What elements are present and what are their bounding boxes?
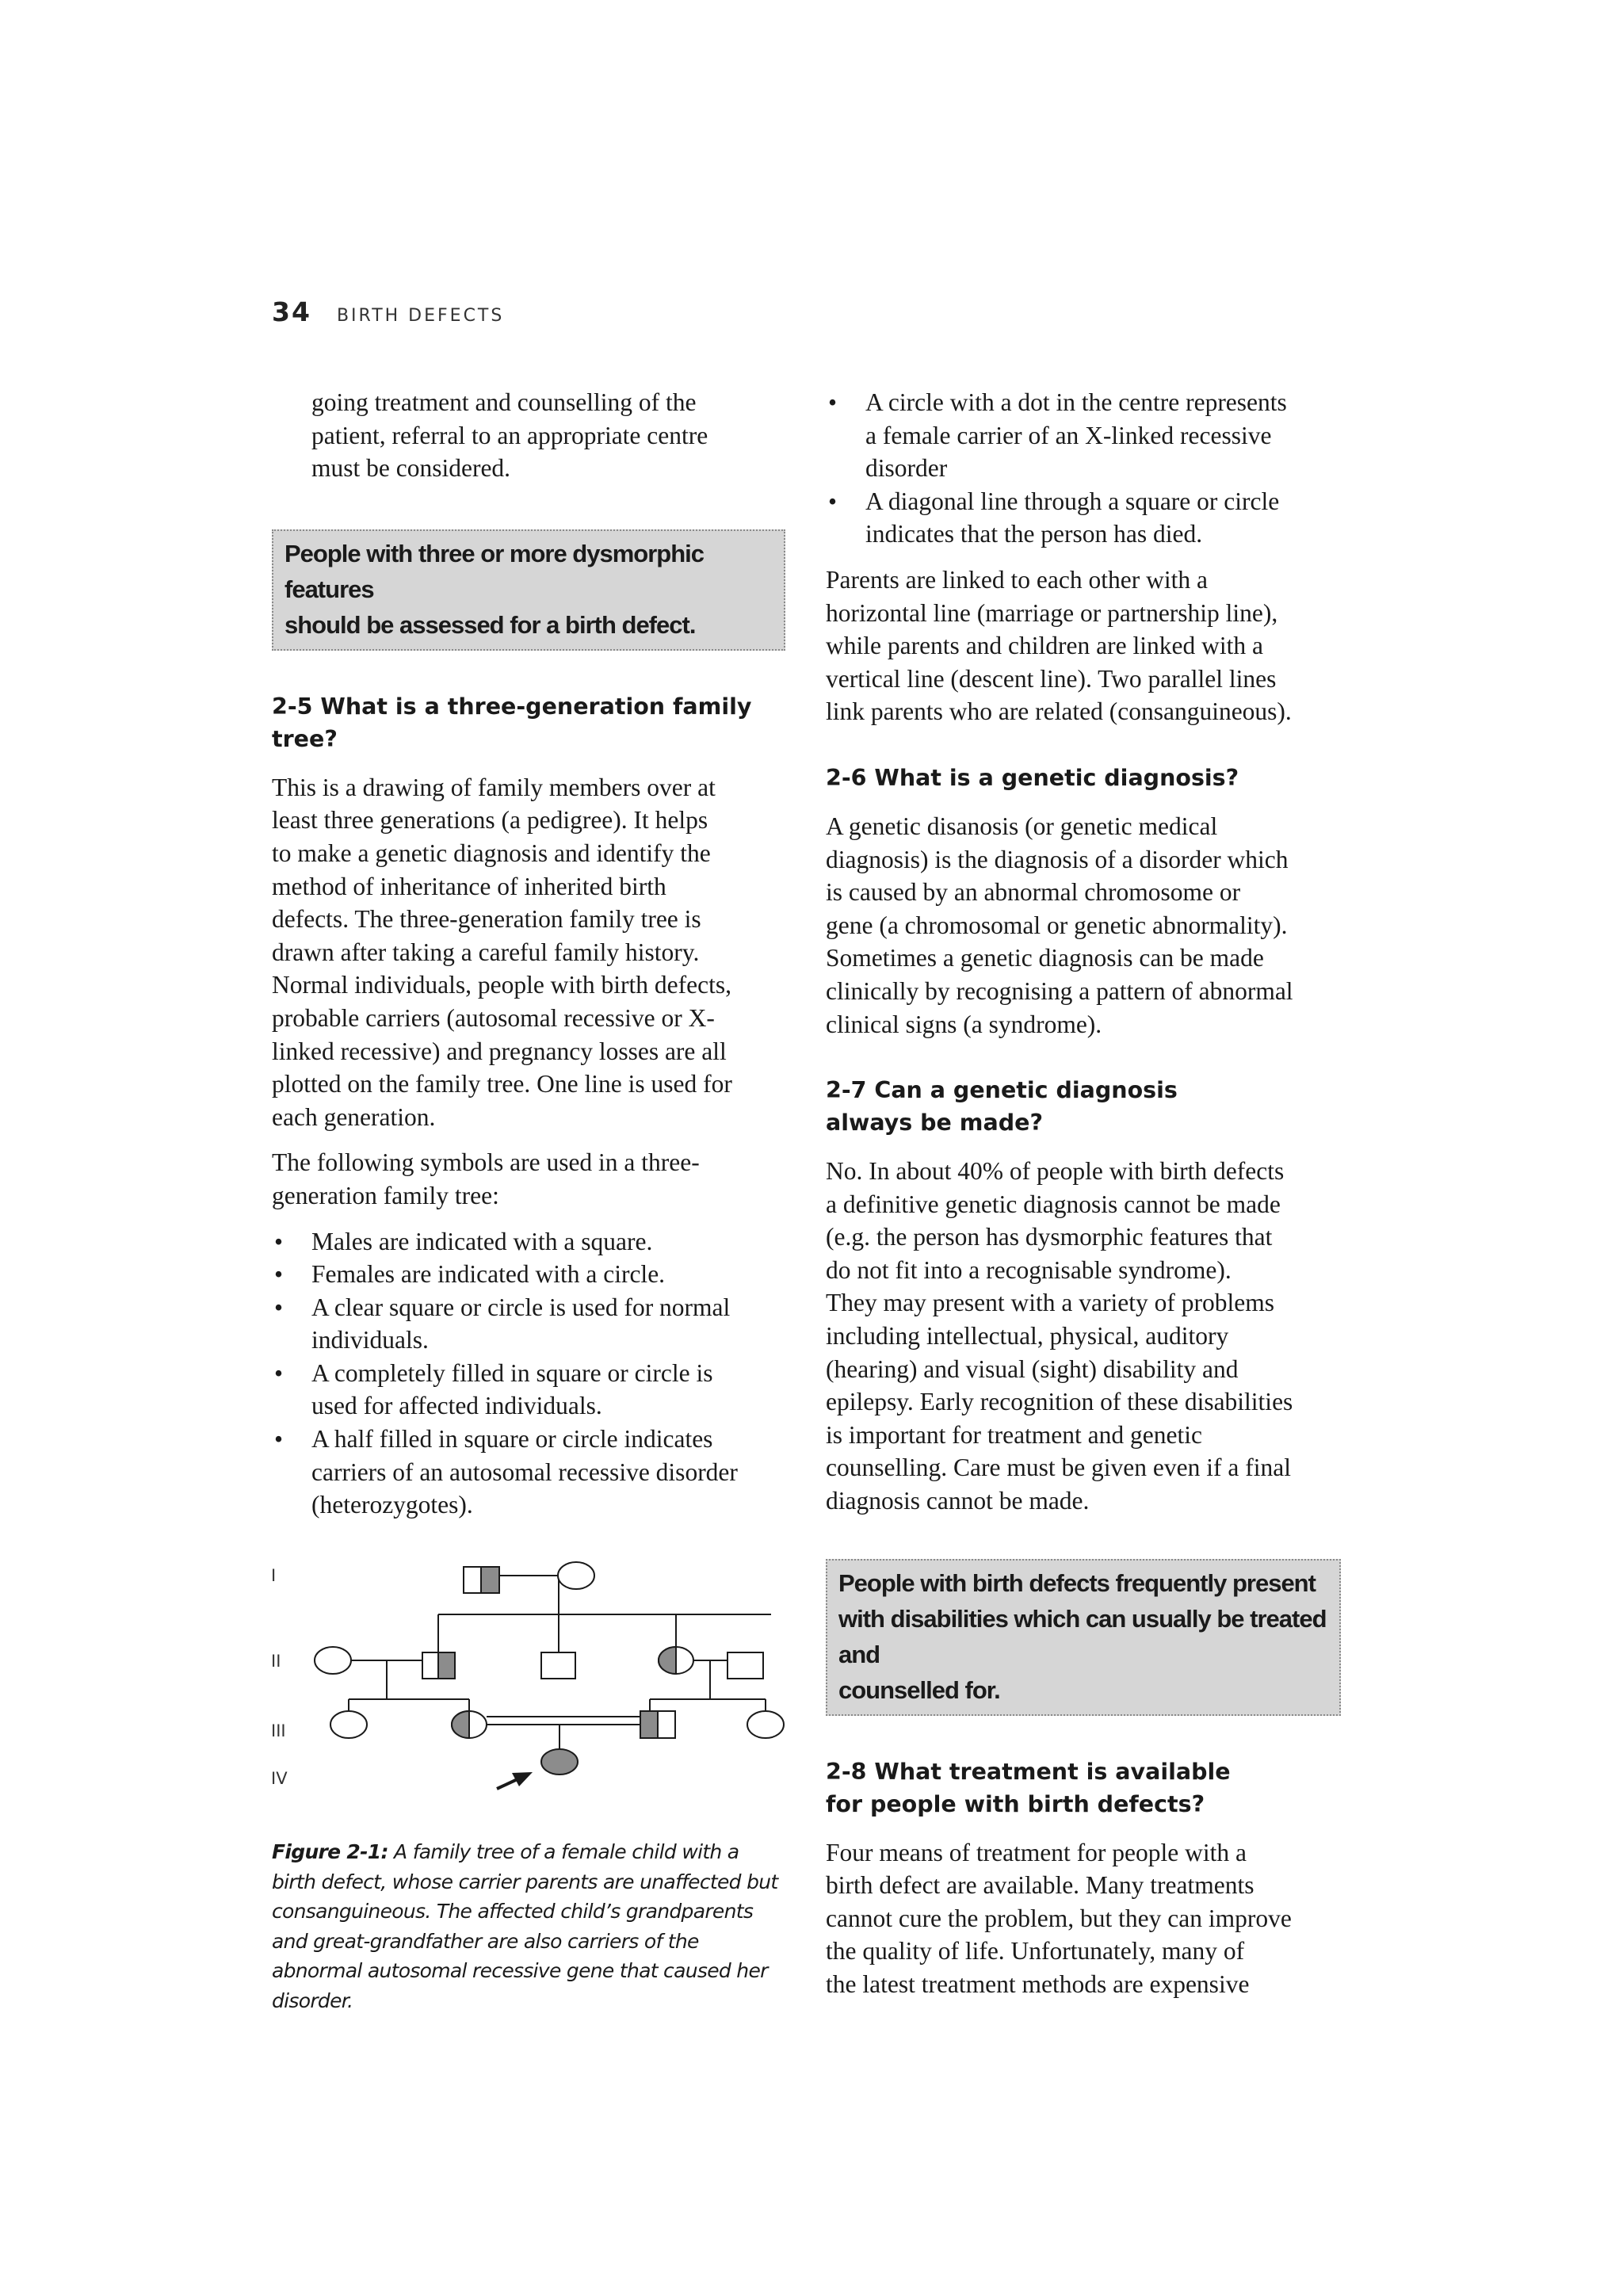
list-item: • Females are indicated with a circle. [272, 1258, 785, 1291]
heading-2-7: 2-7 Can a genetic diagnosis always be made? [826, 1077, 1178, 1137]
generation-labels [271, 1566, 288, 1788]
heading-2-6: 2-6 What is a genetic diagnosis? [826, 764, 1239, 791]
figure-caption-label: Figure 2-1: [272, 1840, 388, 1863]
list-item: • A half filled in square or circle indicates carriers of an autosomal recessive disorder (heterozygotes). [272, 1423, 785, 1522]
bullet-icon: • [274, 1227, 284, 1255]
paragraph-pedigree: This is a drawing of family members over at least three generations (a pedigree). It helps to make a genetic diagnosis and identify the method of inheritance of inherited birth defects. The three-generation family tree is drawn after taking a careful family history. Normal individuals, people with birth defects, probable carriers (autosomal recessive or X- linked recessive) and pregnancy losses are all plotted on the family tree. One line is used for each generation. [272, 773, 732, 1131]
list-item: • A diagonal line through a square or circle indicates that the person has died. [826, 485, 1341, 551]
callout-dysmorphic: People with three or more dysmorphic features should be assessed for a birth defect. [272, 529, 785, 651]
paragraph-diagnosis-availability: No. In about 40% of people with birth defects a definitive genetic diagnosis cannot be made (e.g. the person has dysmorphic features that do not fit into a recognisable syndrome). They may present with a variety of problems including intellectual, physical, auditory (hearing) and visual (sight) disability and epilepsy. Early recognition of these disabilities is important for treatment and genetic counselling. Care must be given even if a final diagnosis cannot be made. [826, 1157, 1293, 1515]
heading-2-8: 2-8 What treatment is available for people with birth defects? [826, 1758, 1231, 1817]
list-item: • A clear square or circle is used for normal individuals. [272, 1291, 785, 1357]
pedigree-female-carrier-iii2 [452, 1711, 487, 1738]
pedigree-male-ii5 [727, 1652, 763, 1679]
bullet-icon: • [274, 1425, 284, 1454]
left-column [272, 386, 785, 1522]
running-head: BIRTH DEFECTS [336, 306, 505, 326]
symbol-list [272, 1225, 785, 1522]
pedigree-female-ii1 [315, 1647, 351, 1674]
pedigree-female-iii4 [747, 1711, 784, 1738]
callout-disabilities: People with birth defects frequently present with disabilities which can usually be treated and counselled for. [826, 1559, 1341, 1716]
pedigree-figure [254, 1549, 808, 1811]
generation-label-iv: IV [271, 1769, 288, 1788]
page-header [272, 296, 504, 327]
bullet-icon: • [274, 1260, 284, 1289]
page-number: 34 [272, 296, 311, 327]
bullet-icon: • [828, 388, 838, 416]
heading-2-5: 2-5 What is a three-generation family tree? [272, 693, 752, 752]
pedigree-affected-female-iv1 [541, 1749, 578, 1775]
right-column [826, 386, 1341, 2001]
pedigree-male-carrier-ii2 [422, 1652, 455, 1679]
proband-arrow-icon [497, 1772, 533, 1789]
paragraph-genetic-diagnosis: A genetic disanosis (or genetic medical diagnosis) is the diagnosis of a disorder which is caused by an abnormal chromosome or gene (a chromosomal or genetic abnormality). Sometimes a genetic diagnosis can be made clinically by recognising a pattern of abnormal clinical signs (a syndrome). [826, 812, 1293, 1038]
pedigree-male-carrier-iii3 [640, 1711, 675, 1738]
bullet-icon: • [828, 487, 838, 515]
list-item: • A completely filled in square or circle is used for affected individuals. [272, 1357, 785, 1423]
bullet-icon: • [274, 1293, 284, 1321]
pedigree-male-ii3 [541, 1652, 575, 1679]
list-item: • A circle with a dot in the centre represents a female carrier of an X-linked recessive disorder [826, 386, 1341, 485]
figure-caption [272, 1837, 779, 2015]
symbol-list-continued [826, 386, 1341, 551]
pedigree-female-iii1 [330, 1711, 367, 1738]
bullet-icon: • [274, 1358, 284, 1387]
pedigree-female-carrier-ii4 [659, 1647, 693, 1674]
paragraph-symbols-intro: The following symbols are used in a three- generation family tree: [272, 1148, 700, 1209]
paragraph-treatment: Four means of treatment for people with a birth defect are available. Many treatments cannot cure the problem, but they can improve the quality of life. Unfortunately, many of the latest treatment methods are expensive [826, 1838, 1292, 1998]
figure-caption-text: A family tree of a female child with a birth defect, whose carrier parents are unaffected but consanguineous. The affected child’s grandparents and great-grandfather are also carriers of the abnormal autosomal recessive gene that caused her disorder. [272, 1840, 778, 2012]
list-item: • Males are indicated with a square. [272, 1225, 785, 1259]
pedigree-female-i2 [558, 1562, 594, 1589]
paragraph-linking-lines: Parents are linked to each other with a horizontal line (marriage or partnership line), while parents and children are linked with a vertical line (descent line). Two parallel lines link parents who are related (consanguineous). [826, 565, 1292, 726]
generation-label-iii: III [271, 1721, 286, 1740]
pedigree-male-carrier-i1 [464, 1567, 499, 1593]
continued-paragraph: going treatment and counselling of the patient, referral to an appropriate centre must be considered. [311, 388, 708, 483]
generation-label-ii: II [271, 1652, 281, 1671]
generation-label-i: I [271, 1566, 277, 1585]
